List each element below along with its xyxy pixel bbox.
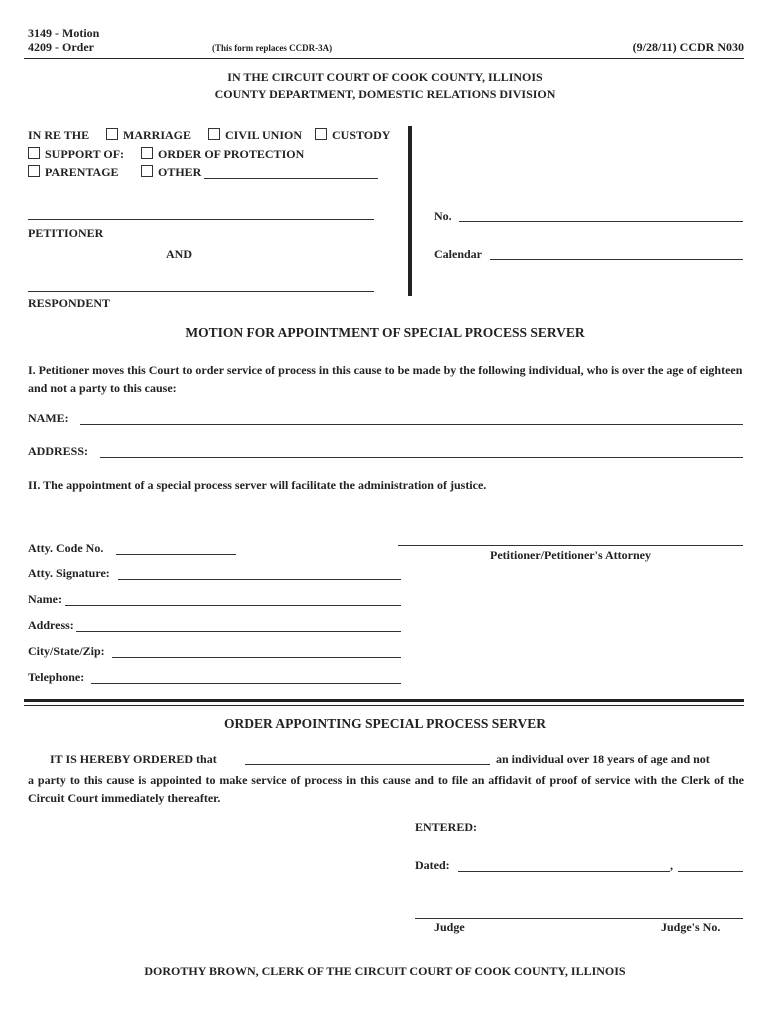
protection-checkbox[interactable]: [141, 147, 153, 159]
marriage-checkbox[interactable]: [106, 128, 118, 140]
custody-label: CUSTODY: [332, 128, 391, 142]
calendar-label: Calendar: [434, 247, 482, 261]
server-name-field[interactable]: [80, 412, 743, 425]
judge-label: Judge: [434, 920, 465, 934]
atty-code-field[interactable]: [116, 542, 236, 555]
protection-label: ORDER OF PROTECTION: [158, 147, 305, 161]
order-text-start: IT IS HEREBY ORDERED that: [50, 752, 217, 766]
judge-number-label: Judge's No.: [661, 920, 721, 934]
civil-union-label: CIVIL UNION: [225, 128, 303, 142]
court-title: IN THE CIRCUIT COURT OF COOK COUNTY, ILLINOIS: [227, 70, 543, 84]
atty-address-label: Address:: [28, 618, 74, 632]
parentage-label: PARENTAGE: [45, 165, 119, 179]
caption-divider: [408, 126, 412, 296]
respondent-field[interactable]: [28, 279, 374, 292]
atty-telephone-label: Telephone:: [28, 670, 85, 684]
section-divider-bottom: [24, 705, 744, 706]
header-rule: [24, 58, 744, 59]
support-option[interactable]: [28, 147, 124, 162]
order-text-rest: a party to this cause is appointed to make service of process in this cause and to file an affidavit of proof of service with the Clerk of the Circuit Court immediately thereafter.: [28, 773, 744, 805]
support-checkbox[interactable]: [28, 147, 40, 159]
atty-code-label: Atty. Code No.: [28, 541, 104, 555]
order-title: ORDER APPOINTING SPECIAL PROCESS SERVER: [223, 716, 547, 731]
atty-name-label: Name:: [28, 592, 62, 606]
other-checkbox[interactable]: [141, 165, 153, 177]
replaces-note: (This form replaces CCDR-3A): [212, 43, 333, 53]
parentage-option[interactable]: [28, 165, 119, 180]
date-field[interactable]: [458, 859, 670, 872]
respondent-label: RESPONDENT: [28, 296, 111, 310]
in-re-label: IN RE THE: [28, 128, 90, 142]
other-label: OTHER: [158, 165, 202, 179]
calendar-field[interactable]: [490, 247, 743, 260]
atty-name-field[interactable]: [65, 593, 401, 606]
dated-label: Dated:: [415, 858, 450, 872]
marriage-label: MARRIAGE: [123, 128, 191, 142]
order-text-end: an individual over 18 years of age and not: [496, 752, 710, 766]
and-label: AND: [166, 247, 192, 261]
case-number-label: No.: [434, 209, 452, 223]
clerk-footer: DOROTHY BROWN, CLERK OF THE CIRCUIT COURT OF COOK COUNTY, ILLINOIS: [144, 964, 626, 978]
entered-label: ENTERED:: [415, 820, 478, 834]
court-division: COUNTY DEPARTMENT, DOMESTIC RELATIONS DIVISION: [214, 87, 556, 101]
custody-option[interactable]: [315, 128, 390, 143]
petitioner-field[interactable]: [28, 207, 374, 220]
atty-address-field[interactable]: [76, 619, 401, 632]
other-field[interactable]: [204, 166, 378, 179]
petitioner-label: PETITIONER: [28, 226, 104, 240]
judge-signature-field[interactable]: [415, 906, 743, 919]
form-revision: (9/28/11) CCDR N030: [632, 40, 744, 54]
support-label: SUPPORT OF:: [45, 147, 125, 161]
parentage-checkbox[interactable]: [28, 165, 40, 177]
civil-union-checkbox[interactable]: [208, 128, 220, 140]
section-divider-top: [24, 699, 744, 702]
year-field[interactable]: [678, 859, 743, 872]
protection-option[interactable]: [141, 147, 304, 162]
appointee-name-field[interactable]: [245, 752, 490, 765]
form-code-motion: 3149 - Motion: [28, 26, 100, 40]
petitioner-signature-field[interactable]: [398, 533, 743, 546]
name-label: NAME:: [28, 411, 69, 425]
civil-union-option[interactable]: [208, 128, 302, 143]
motion-paragraph-1: I. Petitioner moves this Court to order service of process in this cause to be made by the following individual, who is over the age of eighteen and not a party to this cause:: [28, 363, 743, 395]
address-label: ADDRESS:: [28, 444, 89, 458]
date-comma: ,: [670, 858, 673, 872]
petitioner-signature-caption: Petitioner/Petitioner's Attorney: [490, 548, 651, 562]
form-code-order: 4209 - Order: [28, 40, 94, 54]
motion-paragraph-2: II. The appointment of a special process server will facilitate the administration of justice.: [28, 478, 487, 492]
atty-city-label: City/State/Zip:: [28, 644, 105, 658]
atty-signature-field[interactable]: [118, 567, 401, 580]
other-option[interactable]: [141, 165, 201, 180]
atty-city-field[interactable]: [112, 645, 401, 658]
case-number-field[interactable]: [459, 209, 743, 222]
motion-title: MOTION FOR APPOINTMENT OF SPECIAL PROCESS SERVER: [185, 325, 585, 340]
atty-telephone-field[interactable]: [91, 671, 401, 684]
marriage-option[interactable]: [106, 128, 191, 143]
server-address-field[interactable]: [100, 445, 743, 458]
custody-checkbox[interactable]: [315, 128, 327, 140]
atty-signature-label: Atty. Signature:: [28, 566, 110, 580]
